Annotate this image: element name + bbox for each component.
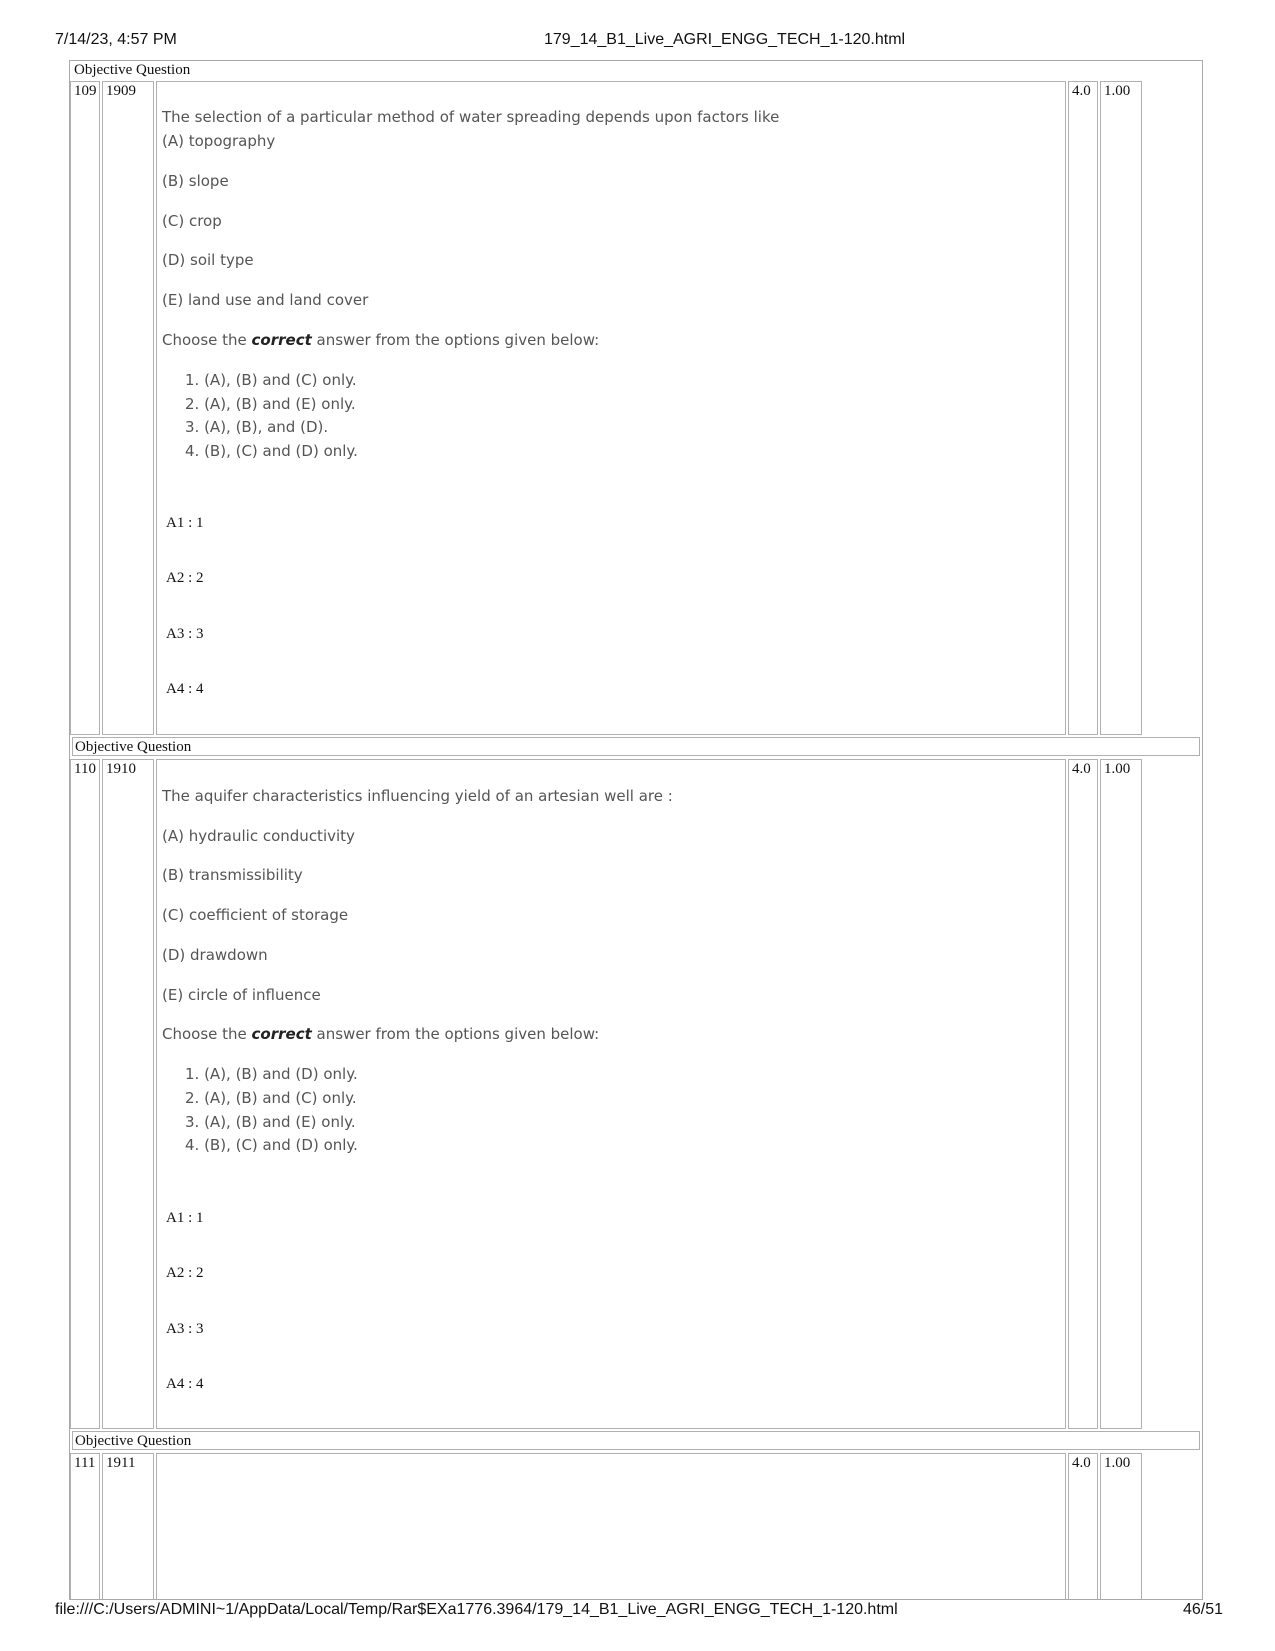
serial-number: 109 bbox=[74, 83, 97, 99]
answer-option: 4. (B), (C) and (D) only. bbox=[185, 442, 358, 460]
statement-item: (D) drawdown bbox=[162, 946, 268, 964]
answer-key: A1 : 1 bbox=[166, 515, 204, 531]
section-label: Objective Question bbox=[74, 62, 191, 78]
statement-item: (E) land use and land cover bbox=[162, 291, 369, 309]
negative-marks-value: 1.00 bbox=[1104, 83, 1131, 99]
choose-instruction: Choose the correct answer from the options given below: bbox=[162, 331, 600, 349]
marks-cell bbox=[1068, 81, 1098, 735]
section-label: Objective Question bbox=[75, 1433, 192, 1449]
negative-marks-value: 1.00 bbox=[1104, 761, 1131, 777]
answer-option: 3. (A), (B), and (D). bbox=[185, 418, 329, 436]
marks-cell bbox=[1068, 1453, 1098, 1600]
answer-key: A3 : 3 bbox=[166, 626, 204, 642]
marks-value: 4.0 bbox=[1072, 1455, 1091, 1471]
choose-instruction: Choose the correct answer from the options given below: bbox=[162, 1025, 600, 1043]
answer-key: A4 : 4 bbox=[166, 681, 204, 697]
question-id-cell bbox=[102, 759, 154, 1429]
statement-item: (B) transmissibility bbox=[162, 866, 303, 884]
serial-number-cell bbox=[70, 1453, 100, 1600]
answer-key: A4 : 4 bbox=[166, 1376, 204, 1392]
question-id: 1910 bbox=[106, 761, 136, 777]
section-label: Objective Question bbox=[75, 739, 192, 755]
statement-item: (D) soil type bbox=[162, 251, 254, 269]
answer-option: 1. (A), (B) and (D) only. bbox=[185, 1065, 358, 1083]
statement-item: (A) hydraulic conductivity bbox=[162, 827, 355, 845]
question-id-cell bbox=[102, 81, 154, 735]
negative-marks-cell bbox=[1100, 759, 1142, 1429]
statement-item: (E) circle of influence bbox=[162, 986, 321, 1004]
answer-option: 3. (A), (B) and (E) only. bbox=[185, 1113, 356, 1131]
question-body bbox=[156, 759, 1066, 1429]
negative-marks-cell bbox=[1100, 1453, 1142, 1600]
statement-item: (C) coefficient of storage bbox=[162, 906, 349, 924]
answer-key: A3 : 3 bbox=[166, 1321, 204, 1337]
section-header bbox=[72, 737, 1200, 756]
question-id-cell bbox=[102, 1453, 154, 1600]
question-stem: The aquifer characteristics influencing yield of an artesian well are : bbox=[162, 787, 673, 805]
section-header bbox=[72, 61, 1200, 78]
answer-option: 2. (A), (B) and (E) only. bbox=[185, 395, 356, 413]
question-id: 1911 bbox=[106, 1455, 136, 1471]
statement-item: (C) crop bbox=[162, 212, 222, 230]
print-datetime: 7/14/23, 4:57 PM bbox=[55, 31, 177, 48]
question-body bbox=[156, 81, 1066, 735]
serial-number: 111 bbox=[74, 1455, 96, 1471]
question-body bbox=[156, 1453, 1066, 1600]
question-table bbox=[69, 60, 1203, 1600]
serial-number-cell bbox=[70, 759, 100, 1429]
question-id: 1909 bbox=[106, 83, 136, 99]
print-page-title: 179_14_B1_Live_AGRI_ENGG_TECH_1-120.html bbox=[544, 31, 906, 48]
answer-key: A2 : 2 bbox=[166, 1265, 204, 1281]
marks-cell bbox=[1068, 759, 1098, 1429]
negative-marks-cell bbox=[1100, 81, 1142, 735]
question-stem: The selection of a particular method of water spreading depends upon factors like bbox=[162, 108, 780, 126]
section-header bbox=[72, 1431, 1200, 1450]
answer-option: 4. (B), (C) and (D) only. bbox=[185, 1136, 358, 1154]
answer-option: 1. (A), (B) and (C) only. bbox=[185, 371, 357, 389]
marks-value: 4.0 bbox=[1072, 761, 1091, 777]
serial-number-cell bbox=[70, 81, 100, 735]
marks-value: 4.0 bbox=[1072, 83, 1091, 99]
print-file-path: file:///C:/Users/ADMINI~1/AppData/Local/Temp/Rar$EXa1776.3964/179_14_B1_Live_AGRI_ENGG_TECH_1-120.html bbox=[55, 1601, 898, 1618]
answer-key: A2 : 2 bbox=[166, 570, 204, 586]
answer-key: A1 : 1 bbox=[166, 1210, 204, 1226]
statement-item: (A) topography bbox=[162, 132, 276, 150]
statement-item: (B) slope bbox=[162, 172, 229, 190]
answer-option: 2. (A), (B) and (C) only. bbox=[185, 1089, 357, 1107]
serial-number: 110 bbox=[74, 761, 96, 777]
negative-marks-value: 1.00 bbox=[1104, 1455, 1131, 1471]
page-number: 46/51 bbox=[1183, 1601, 1224, 1618]
